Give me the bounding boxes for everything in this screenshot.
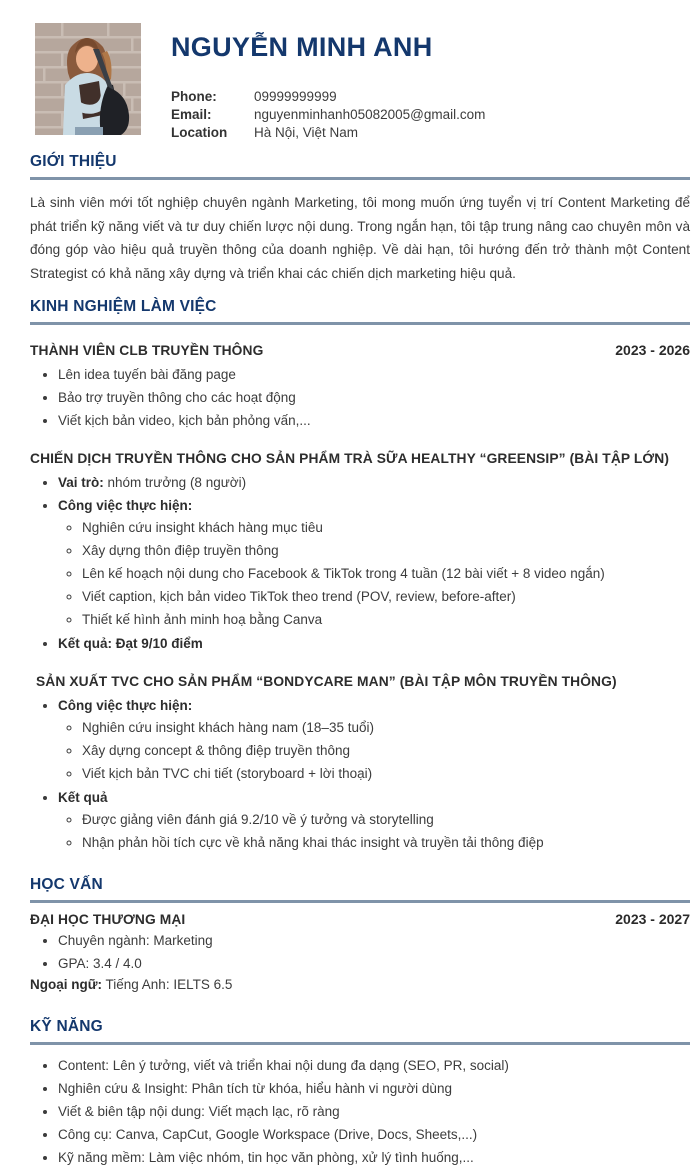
bullet-item: • Kỹ năng mềm: Làm việc nhóm, tin học văn phòng, xử lý tình huống,... [58, 1150, 690, 1166]
bullet-bold-label: Kết quả [58, 790, 108, 805]
experience-entry-bondycare [30, 674, 690, 852]
education-date: 2023 - 2027 [615, 911, 690, 927]
bullet-bold-label: Vai trò: [58, 475, 104, 490]
sub-bullet-item: ◦ Nghiên cứu insight khách hàng mục tiêu [82, 519, 690, 537]
entry-title: THÀNH VIÊN CLB TRUYỀN THÔNG [30, 343, 264, 358]
entry-header [30, 911, 690, 927]
sub-bullet-item: ◦ Viết kịch bản TVC chi tiết (storyboard + lời thoại) [82, 765, 690, 783]
bullet-item: • Content: Lên ý tưởng, viết và triển khai nội dung đa dạng (SEO, PR, social) [58, 1058, 690, 1074]
section-skills [30, 1018, 690, 1166]
bullet-item: • Công cụ: Canva, CapCut, Google Workspace (Drive, Docs, Sheets,...) [58, 1127, 690, 1143]
bullet-item: • GPA: 3.4 / 4.0 [58, 954, 690, 973]
bullet-item: • Nghiên cứu & Insight: Phân tích từ khóa, hiểu hành vi người dùng [58, 1081, 690, 1097]
phone-value: 09999999999 [254, 89, 337, 104]
header-identity [171, 23, 485, 142]
experience-entry-greensip [30, 451, 690, 653]
section-rule [30, 177, 690, 180]
location-value: Hà Nội, Việt Nam [254, 125, 359, 140]
section-about [30, 153, 690, 285]
profile-photo [35, 23, 141, 135]
sub-bullet-list [58, 719, 690, 783]
language-label: Ngoại ngữ: [30, 977, 103, 992]
language-value: Tiếng Anh: IELTS 6.5 [102, 977, 233, 992]
bullet-item [58, 788, 690, 852]
experience-entries [30, 342, 690, 852]
sub-bullet-item: ◦ Được giảng viên đánh giá 9.2/10 về ý tưởng và storytelling [82, 811, 690, 829]
sub-bullet-item: ◦ Xây dựng concept & thông điệp truyền thông [82, 742, 690, 760]
bullet-bold-label: Công việc thực hiện: [58, 498, 193, 513]
contact-row-phone [171, 88, 485, 106]
bullet-item [58, 696, 690, 783]
bullet-item [58, 496, 690, 629]
education-bullet-list [30, 931, 690, 973]
sub-bullet-list [58, 519, 690, 629]
bullet-item: • Lên idea tuyến bài đăng page [58, 365, 690, 384]
entry-bullet-list [30, 696, 690, 852]
bullet-item: • Viết kịch bản video, kịch bản phỏng vấn,... [58, 411, 690, 430]
entry-header [30, 674, 690, 689]
bullet-bold-label: Công việc thực hiện: [58, 698, 193, 713]
experience-entry-club [30, 342, 690, 430]
phone-label: Phone: [171, 89, 217, 104]
section-rule [30, 900, 690, 903]
entry-bullet-list [30, 365, 690, 430]
sub-bullet-item: ◦ Nhận phản hồi tích cực về khả năng khai thác insight và truyền tải thông điệp [82, 834, 690, 852]
bullet-item [58, 634, 690, 653]
contact-row-email [171, 106, 485, 124]
skills-bullet-list [30, 1058, 690, 1166]
sub-bullet-item: ◦ Thiết kế hình ảnh minh hoạ bằng Canva [82, 611, 690, 629]
bullet-bold-label: Kết quả: Đạt 9/10 điểm [58, 636, 203, 651]
school-name: ĐẠI HỌC THƯƠNG MẠI [30, 912, 186, 927]
skills-section-title: KỸ NĂNG [30, 1018, 103, 1035]
entry-title: SẢN XUẤT TVC CHO SẢN PHẨM “BONDYCARE MAN” (BÀI TẬP MÔN TRUYỀN THÔNG) [36, 674, 617, 689]
email-value: nguyenminhanh05082005@gmail.com [254, 107, 486, 122]
sub-bullet-item: ◦ Xây dựng thôn điệp truyền thông [82, 542, 690, 560]
sub-bullet-list [58, 811, 690, 852]
experience-section-title: KINH NGHIỆM LÀM VIỆC [30, 298, 217, 315]
entry-bullet-list [30, 473, 690, 653]
bullet-item: • Viết & biên tập nội dung: Viết mạch lạc, rõ ràng [58, 1104, 690, 1120]
education-entry [30, 911, 690, 992]
section-rule [30, 1042, 690, 1045]
profile-photo-illustration [35, 23, 141, 135]
sub-bullet-item: ◦ Lên kế hoạch nội dung cho Facebook & TikTok trong 4 tuần (12 bài viết + 8 video ngắn) [82, 565, 690, 583]
entry-title: CHIẾN DỊCH TRUYỀN THÔNG CHO SẢN PHẨM TRÀ SỮA HEALTHY “GREENSIP” (BÀI TẬP LỚN) [30, 451, 670, 466]
candidate-name: NGUYỄN MINH ANH [171, 32, 433, 62]
sub-bullet-item: ◦ Nghiên cứu insight khách hàng nam (18–35 tuổi) [82, 719, 690, 737]
resume-header [30, 23, 690, 142]
email-label: Email: [171, 107, 212, 122]
language-line [30, 977, 690, 992]
section-education [30, 876, 690, 992]
education-section-title: HỌC VẤN [30, 876, 103, 893]
bullet-item: • Bảo trợ truyền thông cho các hoạt động [58, 388, 690, 407]
section-rule [30, 322, 690, 325]
sub-bullet-item: ◦ Viết caption, kịch bản video TikTok theo trend (POV, review, before-after) [82, 588, 690, 606]
about-section-title: GIỚI THIỆU [30, 153, 117, 170]
bullet-item [58, 473, 690, 492]
bullet-item: • Chuyên ngành: Marketing [58, 931, 690, 950]
entry-date: 2023 - 2026 [615, 342, 690, 358]
entry-header [30, 342, 690, 358]
entry-header [30, 451, 690, 466]
location-label: Location [171, 125, 228, 140]
contact-row-location [171, 124, 485, 142]
section-experience [30, 298, 690, 852]
bullet-text: nhóm trưởng (8 người) [103, 475, 247, 490]
about-paragraph: Là sinh viên mới tốt nghiệp chuyên ngành Marketing, tôi mong muốn ứng tuyển vị trí Content Marketing để phát triển kỹ năng viết và tư duy chiến lược nội dung. Trong ngắn hạn, tôi tập trung nâng cao chuyên môn và đóng góp vào hiệu quả truyền thông của doanh nghiệp. Về dài hạn, tôi hướng đến trở thành một Content Strategist có khả năng xây dựng và triển khai các chiến dịch marketing hiệu quả. [30, 195, 690, 281]
